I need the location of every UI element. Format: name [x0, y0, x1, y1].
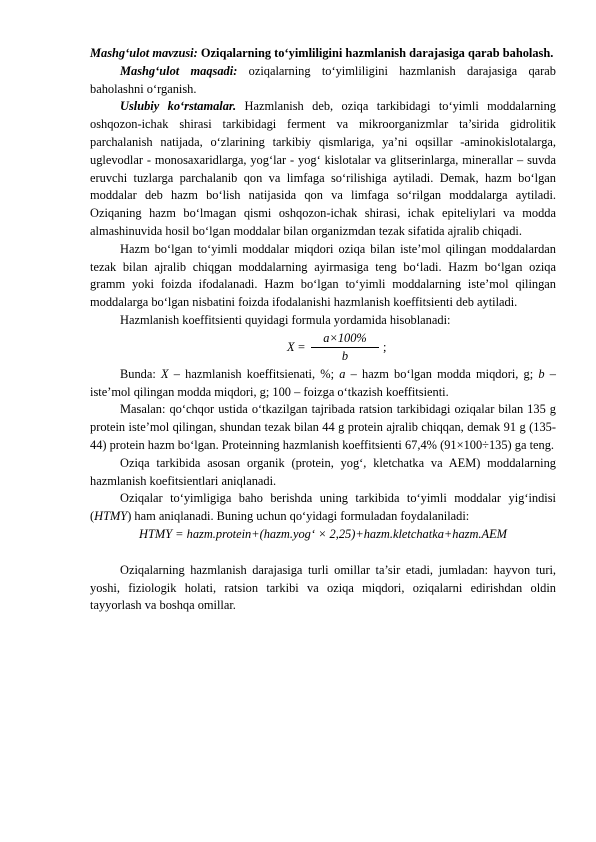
- variables-text-3: – hazm bo‘lgan modda miqdori, g;: [345, 366, 539, 381]
- variable-a: a: [339, 366, 346, 381]
- document-page: [90, 45, 556, 615]
- variable-b: b: [538, 366, 545, 381]
- htmy-text-1: Oziqalar to‘yimligiga baho berishda uning tarkibida to‘yimli moddalar yig‘indisi (: [90, 491, 556, 524]
- variables-text-4: – iste’mol qilingan modda miqdori, g; 100 – foizga o‘tkazish koeffitsienti.: [90, 366, 557, 399]
- formula-numerator: a×100%: [323, 330, 367, 345]
- organic-paragraph: Oziqa tarkibida asosan organik (protein, yog‘, kletchatka va AEM) moddalarning hazmlanish koefitsientlari aniqlanadi.: [90, 455, 556, 488]
- variables-paragraph: [90, 366, 556, 402]
- variables-text-2: – hazmlanish koeffitsienati, %;: [168, 366, 340, 381]
- example-paragraph: Masalan: qo‘chqor ustida o‘tkazilgan tajribada ratsion tarkibidagi oziqalar bilan 135 g protein iste’mol qilingan, shundan tezak bilan 44 g protein ajralib chiqqan, demak 91 g (135-44) protein hazm bo‘lgan. Proteinning hazmlanish koeffitsienti 67,4% (91×100÷135) ga teng.: [90, 402, 556, 452]
- variables-text-1: Bunda:: [120, 366, 161, 381]
- digestion-paragraph: Hazm bo‘lgan to‘yimli moddalar miqdori oziqa bilan iste’mol qilingan moddalardan tezak bilan ajralib chiqgan moddalarning ayirmasiga teng bo‘ladi. Hazm bo‘lgan oziqa gramm yoki foizda ifodalanadi. Hazm bo‘lgan to‘yimli moddalarning iste’mol qilingan moddalarga bo‘lgan nisbatini foizda ifodalanishi hazmlanish koeffitsienti deb aytiladi.: [90, 241, 556, 310]
- topic-label: Mashg‘ulot mavzusi:: [90, 46, 198, 60]
- htmy-text-2: ) ham aniqlanadi. Buning uchun qo‘yidagi formuladan foydalaniladi:: [127, 509, 470, 524]
- variable-x: X: [161, 366, 169, 381]
- formula-equals: =: [298, 339, 305, 354]
- formula-denominator: b: [341, 348, 349, 363]
- htmy-abbr: HTMY: [94, 509, 128, 524]
- coefficient-formula: [90, 330, 556, 366]
- goal-label: Mashg‘ulot maqsadi:: [120, 63, 238, 78]
- factors-paragraph: Oziqalarning hazmlanish darajasiga turli omillar ta’sir etadi, jumladan: hayvon turi, yoshi, fiziologik holati, ratsion tarkibi va oziqa miqdori, oziqalarni edirishdan oldin tayyorlash va boshqa omillar.: [90, 562, 556, 613]
- htmy-paragraph: [90, 490, 556, 526]
- method-label: Uslubiy ko‘rstamalar.: [120, 99, 237, 114]
- goal-paragraph: [90, 63, 556, 99]
- topic-paragraph: [90, 45, 556, 63]
- formula-intro-paragraph: Hazmlanish koeffitsienti quyidagi formula yordamida hisoblanadi:: [120, 312, 451, 327]
- htmy-formula: HTMY = hazm.protein+(hazm.yog‘ × 2,25)+hazm.kletchatka+hazm.AEM: [139, 526, 507, 541]
- formula-semicolon: ;: [383, 339, 387, 354]
- formula-lhs: X: [287, 339, 295, 354]
- method-paragraph: [90, 98, 556, 240]
- topic-text: Oziqalarning to‘yimliligini hazmlanish darajasiga qarab baholash.: [197, 46, 554, 60]
- method-text: Hazmlanish deb, oziqa tarkibidagi to‘yimli moddalarning oshqozon-ichak shirasi tarkibidagi ferment va mikroorganizmlar ta’sirida gidrolitik parchalanish natijada, o‘zlarining tarkibiy qismlariga, ya’ni oqsillar -aminokislotalarga, uglevodlar - monosaxaridlarga, yog‘lar - yog‘ kislotalar va glitserinlarga, minerallar – suvda eruvchi tuzlarga parchalanib qon va limfaga so‘rilishiga aytiladi. Demak, hazm bo‘lgan moddalar deb hazm bo‘lish natijasida qon va limfaga so‘rilgan moddalarga aytiladi. Oziqaning hazm bo‘lmagan qismi oshqozon-ichak shirasi, ichak epiteliylari va modda almashinuvida hosil bo‘lgan moddalar bilan organizmdan tezak sifatida ajralib chiqadi.: [90, 99, 557, 238]
- paragraph-gap: [90, 544, 556, 562]
- goal-text: oziqalarning to‘yimliligini hazmlanish darajasiga qarab baholashni o‘rganish.: [90, 63, 556, 96]
